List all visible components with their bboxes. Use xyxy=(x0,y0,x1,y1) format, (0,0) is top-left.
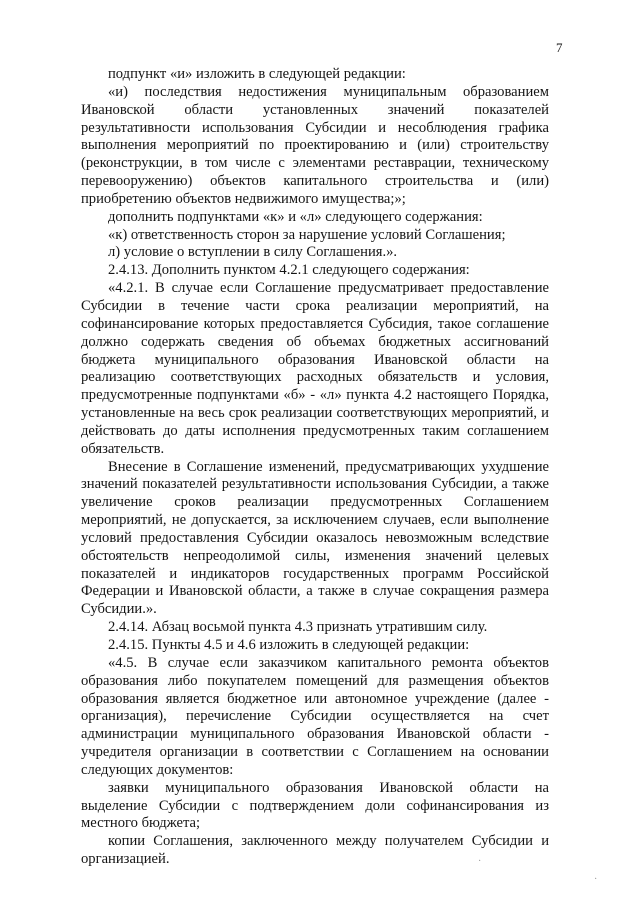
paragraph: «4.5. В случае если заказчиком капитального ремонта объектов образования либо покупателем помещений для размещения объектов образования является бюджетное или автономное учреждение (далее - организация), перечисление Субсидии осуществляется на счет администрации муниципального образования Ивановской области - учредителя организации в соответствии с Соглашением на основании следующих документов: xyxy=(81,654,549,778)
paragraph: «и) последствия недостижения муниципальным образованием Ивановской области установленных значений показателей результативности использования Субсидии и несоблюдения графика выполнения мероприятий по проектированию и (или) строительству (реконструкции, в том числе с элементами реставрации, техническому перевооружению) объектов капитального строительства и (или) приобретению объектов недвижимого имущества;»; xyxy=(81,83,549,207)
page-number: 7 xyxy=(556,40,563,55)
paragraph: «4.2.1. В случае если Соглашение предусматривает предоставление Субсидии в течение части срока реализации мероприятий, на софинансирование которых предоставляется Субсидия, такое соглашение должно содержать сведения об объемах бюджетных ассигнований бюджета муниципального образования Ивановской области на реализацию соответствующих расходных обязательств и условия, предусмотренные подпунктами «б» - «л» пункта 4.2 настоящего Порядка, установленные на весь срок реализации соответствующих мероприятий, и действовать до даты исполнения предусмотренных таким соглашением обязательств. xyxy=(81,280,549,457)
paragraph: копии Соглашения, заключенного между получателем Субсидии и организацией. xyxy=(81,833,549,868)
paragraph: подпункт «и» изложить в следующей редакции: xyxy=(108,66,406,82)
paragraph: 2.4.15. Пункты 4.5 и 4.6 изложить в следующей редакции: xyxy=(108,637,470,653)
paragraph: Внесение в Соглашение изменений, предусматривающих ухудшение значений показателей результативности использования Субсидии, а также увеличение сроков реализации предусмотренных Соглашением мероприятий, не допускается, за исключением случаев, если выполнение условий предоставления Субсидии оказалось невозможным вследствие обстоятельств непреодолимой силы, изменения значений целевых показателей и индикаторов государственных программ Российской Федерации и Ивановской области, а также в случае сокращения размера Субсидии.». xyxy=(81,458,549,618)
paragraph: л) условие о вступлении в силу Соглашения.». xyxy=(108,244,398,261)
scan-speck: · xyxy=(594,874,598,885)
paragraph: заявки муниципального образования Ивановской области на выделение Субсидии с подтверждением доли софинансирования из местного бюджета; xyxy=(81,779,549,832)
paragraph: 2.4.14. Абзац восьмой пункта 4.3 признать утратившим силу. xyxy=(108,619,488,636)
scan-speck: · xyxy=(478,856,482,867)
body-text xyxy=(81,66,549,869)
paragraph: 2.4.13. Дополнить пунктом 4.2.1 следующего содержания: xyxy=(108,262,470,279)
paragraph: «к) ответственность сторон за нарушение условий Соглашения; xyxy=(108,226,506,243)
paragraph: дополнить подпунктами «к» и «л» следующего содержания: xyxy=(108,208,483,225)
